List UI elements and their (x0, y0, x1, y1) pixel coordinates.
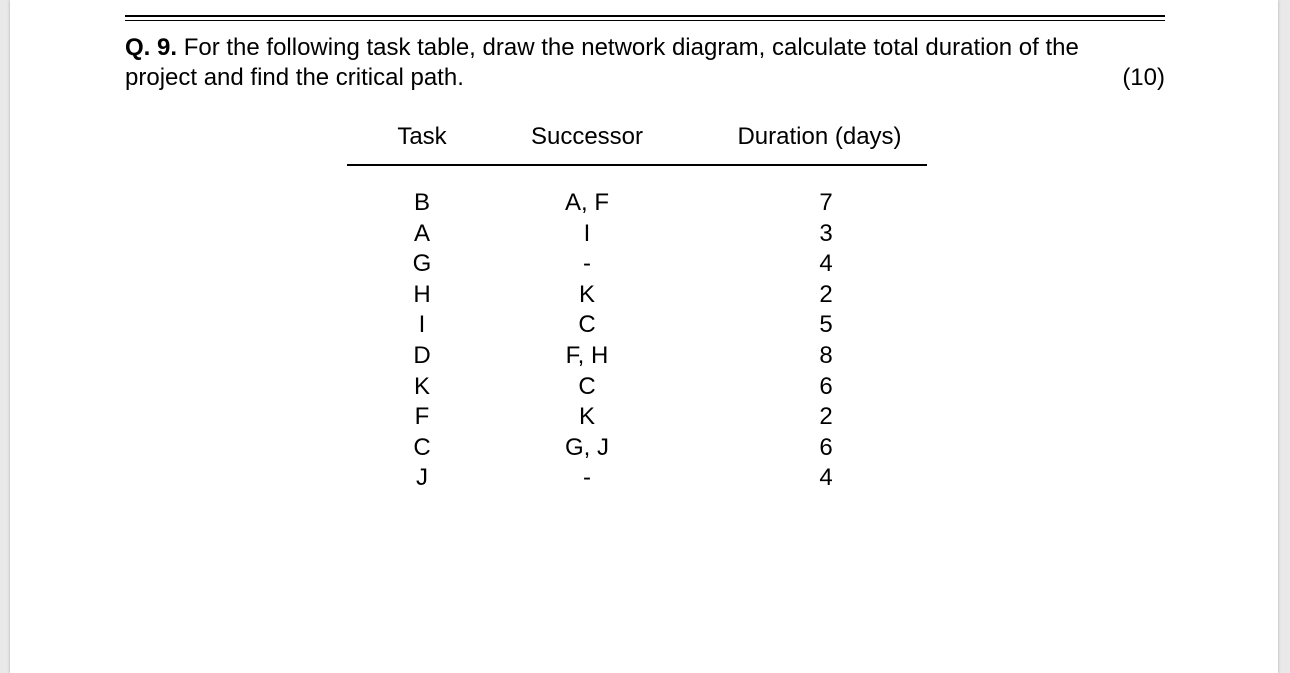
cell-duration: 2 (819, 280, 833, 308)
cell-task: I (418, 311, 426, 339)
question-line-1 (125, 33, 1165, 63)
cell-task: K (413, 372, 430, 400)
top-rule-thin (125, 20, 1165, 21)
question-number: Q. 9. (125, 34, 178, 61)
cell-task: A (413, 219, 430, 247)
question-block (125, 33, 1165, 93)
cell-successor: - (583, 250, 591, 278)
question-text-line-1: For the following task table, draw the network diagram, calculate total duration of the (183, 34, 1079, 61)
task-table (347, 118, 927, 494)
cell-successor: - (583, 464, 591, 492)
cell-duration: 2 (819, 403, 833, 431)
table-row (347, 310, 927, 341)
cell-duration: 4 (819, 250, 833, 278)
cell-duration: 5 (819, 311, 833, 339)
cell-duration: 6 (819, 433, 833, 461)
header-successor: Successor (530, 123, 644, 150)
top-rule (125, 15, 1165, 17)
question-line-2 (125, 63, 1165, 93)
table-row (347, 341, 927, 372)
cell-successor: A, F (564, 189, 609, 216)
table-row (347, 433, 927, 464)
cell-task: J (416, 464, 428, 492)
cell-task: D (413, 341, 431, 369)
table-row (347, 463, 927, 494)
cell-task: G (412, 250, 432, 278)
table-row (347, 249, 927, 280)
cell-duration: 7 (819, 189, 833, 216)
cell-successor: I (583, 219, 591, 247)
document-page (10, 0, 1278, 673)
cell-successor: C (578, 311, 596, 339)
header-duration: Duration (days) (737, 123, 902, 150)
cell-task: C (413, 433, 431, 461)
cell-successor: F, H (565, 341, 609, 369)
cell-successor: K (578, 403, 595, 431)
table-header (347, 118, 927, 166)
cell-successor: G, J (564, 433, 609, 461)
cell-successor: C (578, 372, 596, 400)
table-body (347, 188, 927, 494)
question-text-line-2: project and find the critical path. (125, 64, 464, 91)
table-row (347, 188, 927, 219)
table-row (347, 280, 927, 311)
cell-duration: 4 (819, 464, 833, 492)
cell-duration: 6 (819, 372, 833, 400)
cell-duration: 3 (819, 219, 833, 247)
cell-task: H (413, 280, 431, 308)
question-marks: (10) (1122, 64, 1165, 91)
cell-duration: 8 (819, 341, 833, 369)
table-row (347, 372, 927, 403)
header-task: Task (397, 123, 447, 150)
cell-task: F (414, 403, 430, 431)
table-row (347, 402, 927, 433)
cell-task: B (413, 189, 430, 216)
table-row (347, 219, 927, 250)
cell-successor: K (578, 280, 595, 308)
